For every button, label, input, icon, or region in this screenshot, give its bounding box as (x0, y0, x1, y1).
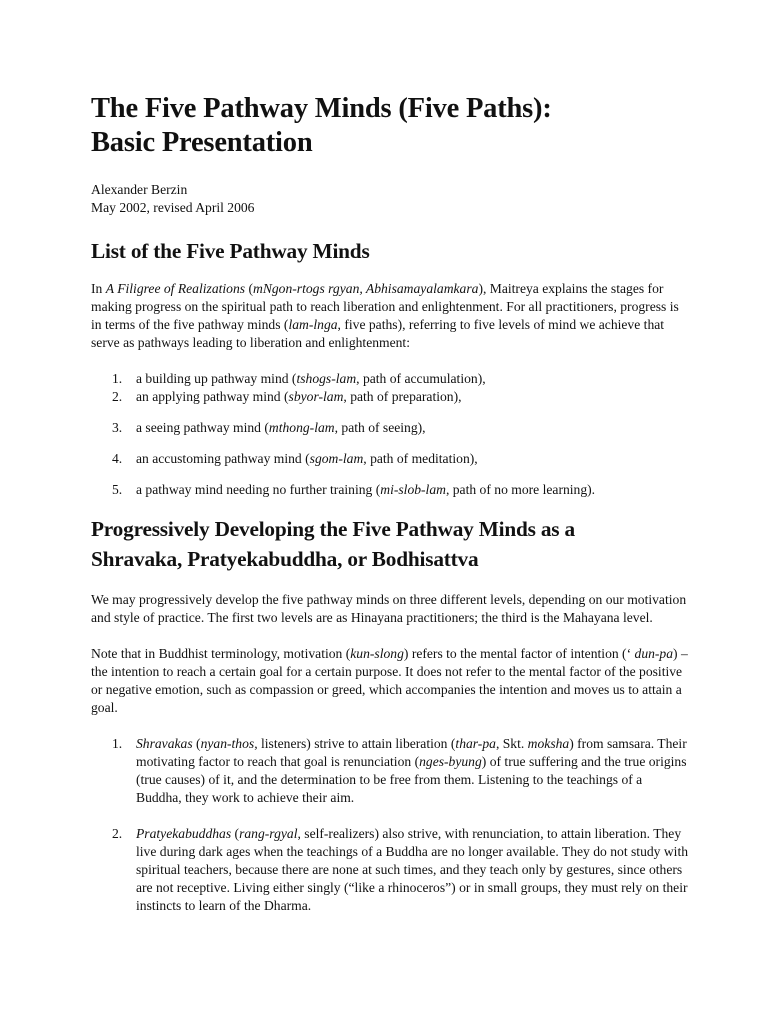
section-heading-developing (91, 514, 691, 574)
list-item: 4. an accustoming pathway mind (sgom-lam, path of meditation), (112, 451, 478, 466)
document-title (91, 92, 691, 160)
author-name: Alexander Berzin (91, 182, 188, 197)
document-page (91, 92, 691, 933)
title-line-2: Basic Presentation (91, 127, 313, 158)
list-item: 2. an applying pathway mind (sbyor-lam, path of preparation), (112, 389, 462, 404)
list-item: 1. a building up pathway mind (tshogs-lam, path of accumulation), (112, 371, 486, 386)
motivation-paragraph: Note that in Buddhist terminology, motivation (kun-slong) refers to the mental factor of intention (‘ dun-pa) – the intention to reach a certain goal for a certain purpose. It does not refer to the mental factor of the positive or negative emotion, such as compassion or greed, which accompanies the intention and moves us to attain a goal. (91, 646, 688, 715)
section-heading-list: List of the Five Pathway Minds (91, 239, 370, 263)
section-heading-line-1: Progressively Developing the Five Pathway Minds as a (91, 517, 575, 541)
title-line-1: The Five Pathway Minds (Five Paths): (91, 93, 552, 124)
intro-paragraph: In A Filigree of Realizations (mNgon-rtogs rgyan, Abhisamayalamkara), Maitreya explains the stages for making progress on the spiritual path to reach liberation and enlightenment. For all practitioners, progress is in terms of the five pathway minds (lam-lnga, five paths), referring to five levels of mind we achieve that serve as pathways leading to liberation and enlightenment: (91, 281, 679, 350)
practitioner-types-list (91, 735, 691, 915)
list-item-shravakas: 1. Shravakas (nyan-thos, listeners) strive to attain liberation (thar-pa, Skt. moksha) from samsara. Their motivating factor to reach that goal is renunciation (nges-byung) of true suffering and the true origins (true causes) of it, and the determination to be free from them. Listening to the teachings of a Buddha, they work to achieve their aim. (112, 736, 687, 805)
list-item-pratyekabuddhas: 2. Pratyekabuddhas (rang-rgyal, self-realizers) also strive, with renunciation, to attain liberation. They live during dark ages when the teachings of a Buddha are no longer available. They do not study with spiritual teachers, because there are none at such times, and they teach only by gestures, since others are not receptive. Living either singly (“like a rhinoceros”) or in small groups, they must rely on their instincts to learn of the Dharma. (112, 826, 689, 913)
pathway-minds-list (91, 370, 691, 499)
list-item: 5. a pathway mind needing no further training (mi-slob-lam, path of no more learning). (112, 482, 596, 497)
levels-paragraph: We may progressively develop the five pathway minds on three different levels, depending on our motivation and style of practice. The first two levels are as Hinayana practitioners; the third is the Mahayana level. (91, 592, 687, 625)
section-heading-line-2: Shravaka, Pratyekabuddha, or Bodhisattva (91, 547, 479, 571)
document-meta (91, 181, 691, 217)
list-item: 3. a seeing pathway mind (mthong-lam, path of seeing), (112, 420, 426, 435)
publication-date: May 2002, revised April 2006 (91, 200, 255, 215)
